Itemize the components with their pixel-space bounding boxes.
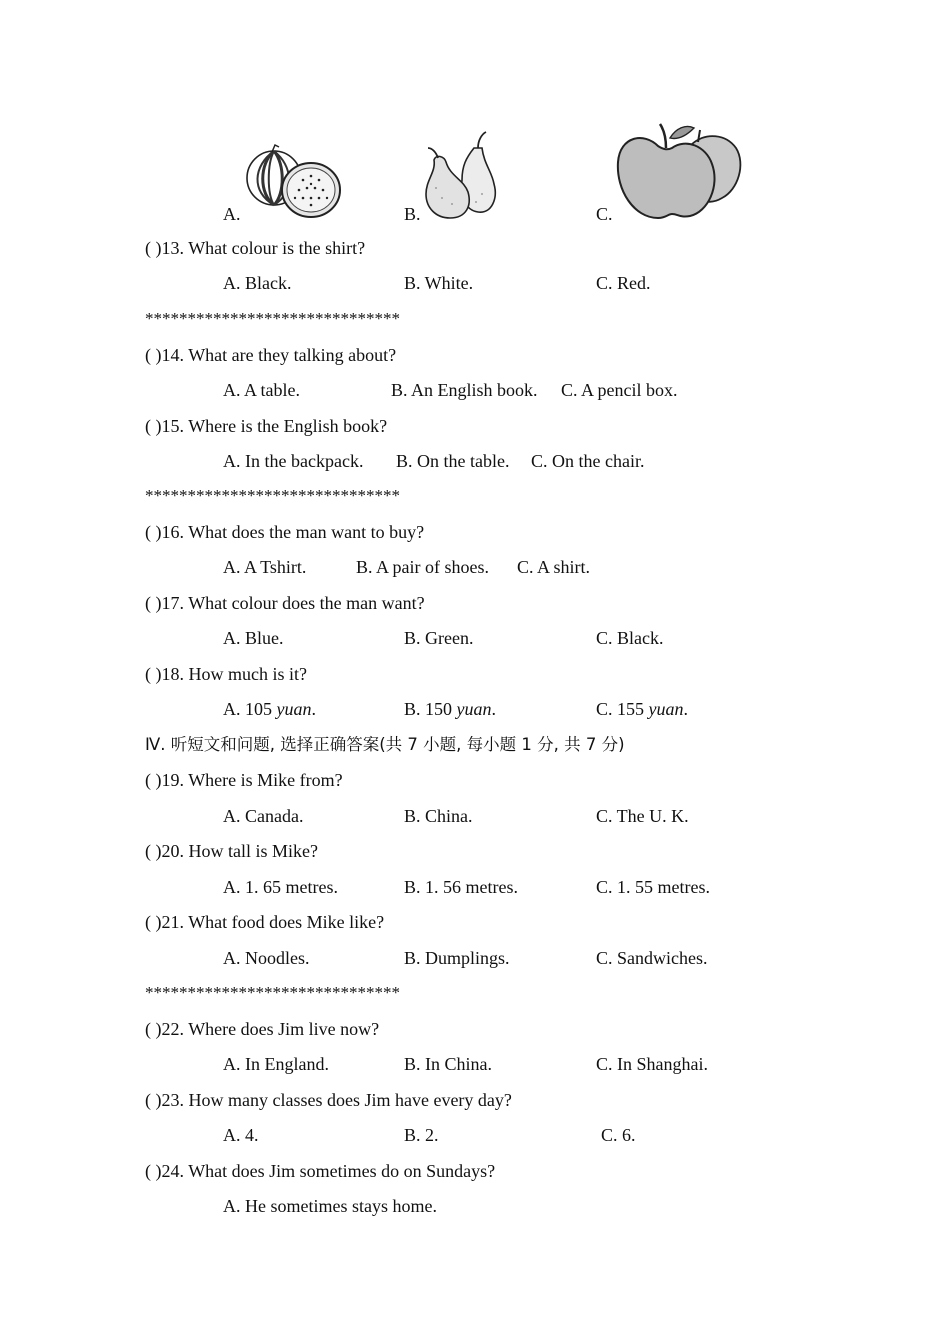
question-22 (145, 1018, 379, 1040)
q22-option-c: C. In Shanghai. (596, 1054, 708, 1074)
question-text: What does Jim sometimes do on Sundays? (188, 1161, 496, 1181)
watermelon-icon (245, 142, 343, 222)
question-text: Where is the English book? (188, 416, 388, 436)
option-amount: B. 150 (404, 699, 453, 719)
q14-option-b: B. An English book. (391, 380, 538, 400)
q23-option-a: A. 4. (223, 1125, 259, 1145)
q19-option-c: C. The U. K. (596, 806, 689, 826)
question-number: ( )16. (145, 522, 184, 542)
question-number: ( )14. (145, 345, 184, 365)
option-period: . (491, 699, 497, 719)
option-c-label: C. (596, 204, 613, 224)
q23-option-c: C. 6. (601, 1125, 636, 1145)
q15-option-c: C. On the chair. (531, 451, 645, 471)
q15-option-a: A. In the backpack. (223, 451, 364, 471)
pears-icon (422, 128, 502, 222)
option-period: . (683, 699, 689, 719)
q17-option-c: C. Black. (596, 628, 664, 648)
question-text: What does the man want to buy? (188, 522, 425, 542)
q20-option-b: B. 1. 56 metres. (404, 877, 518, 897)
option-unit: yuan (456, 699, 492, 719)
q18-option-b (404, 698, 496, 720)
question-21 (145, 911, 384, 933)
question-number: ( )20. (145, 841, 184, 861)
q20-option-c: C. 1. 55 metres. (596, 877, 710, 897)
q13-option-c: C. Red. (596, 273, 651, 293)
question-number: ( )22. (145, 1019, 184, 1039)
question-15 (145, 415, 387, 437)
q17-option-a: A. Blue. (223, 628, 284, 648)
question-number: ( )19. (145, 770, 184, 790)
option-amount: C. 155 (596, 699, 645, 719)
option-period: . (311, 699, 316, 719)
separator: ****************************** (145, 983, 400, 1002)
question-24 (145, 1160, 495, 1182)
q16-option-b: B. A pair of shoes. (356, 557, 489, 577)
q15-option-b: B. On the table. (396, 451, 510, 471)
question-number: ( )15. (145, 416, 184, 436)
q19-option-b: B. China. (404, 806, 473, 826)
separator: ****************************** (145, 486, 400, 505)
apples-icon (614, 120, 746, 222)
q17-option-b: B. Green. (404, 628, 474, 648)
q19-option-a: A. Canada. (223, 806, 304, 826)
q22-option-a: A. In England. (223, 1054, 329, 1074)
q13-option-b: B. White. (404, 273, 474, 293)
option-amount: A. 105 (223, 699, 272, 719)
question-text: Where does Jim live now? (188, 1019, 380, 1039)
question-13 (145, 237, 365, 259)
question-18 (145, 663, 307, 685)
q24-option-a: A. He sometimes stays home. (223, 1196, 437, 1216)
question-text: What are they talking about? (188, 345, 397, 365)
question-number: ( )18. (145, 664, 184, 684)
q23-option-b: B. 2. (404, 1125, 439, 1145)
q21-option-b: B. Dumplings. (404, 948, 510, 968)
question-number: ( )13. (145, 238, 184, 258)
q16-option-a: A. A Tshirt. (223, 557, 307, 577)
question-number: ( )21. (145, 912, 184, 932)
q21-option-c: C. Sandwiches. (596, 948, 708, 968)
question-16 (145, 521, 424, 543)
q13-option-a: A. Black. (223, 273, 292, 293)
question-17 (145, 592, 425, 614)
q18-option-c (596, 698, 688, 720)
question-20 (145, 840, 318, 862)
q16-option-c: C. A shirt. (517, 557, 591, 577)
option-unit: yuan (648, 699, 684, 719)
question-number: ( )17. (145, 593, 184, 613)
question-text: Where is Mike from? (188, 770, 343, 790)
question-text: How tall is Mike? (188, 841, 318, 861)
question-text: What colour is the shirt? (188, 238, 366, 258)
separator: ****************************** (145, 309, 400, 328)
option-a-label: A. (223, 204, 241, 224)
option-b-label: B. (404, 204, 421, 224)
question-text: How many classes does Jim have every day? (188, 1090, 512, 1110)
question-23 (145, 1089, 512, 1111)
q14-option-c: C. A pencil box. (561, 380, 678, 400)
question-number: ( )23. (145, 1090, 184, 1110)
q21-option-a: A. Noodles. (223, 948, 310, 968)
question-text: What food does Mike like? (188, 912, 385, 932)
section-heading: Ⅳ. 听短文和问题, 选择正确答案(共 7 小题, 每小题 1 分, 共 7 分) (145, 735, 625, 754)
option-unit: yuan (276, 699, 312, 719)
question-number: ( )24. (145, 1161, 184, 1181)
question-19 (145, 769, 343, 791)
q18-option-a (223, 698, 316, 720)
q14-option-a: A. A table. (223, 380, 300, 400)
question-text: What colour does the man want? (188, 593, 425, 613)
q22-option-b: B. In China. (404, 1054, 492, 1074)
question-text: How much is it? (188, 664, 307, 684)
question-14 (145, 344, 396, 366)
q20-option-a: A. 1. 65 metres. (223, 877, 338, 897)
